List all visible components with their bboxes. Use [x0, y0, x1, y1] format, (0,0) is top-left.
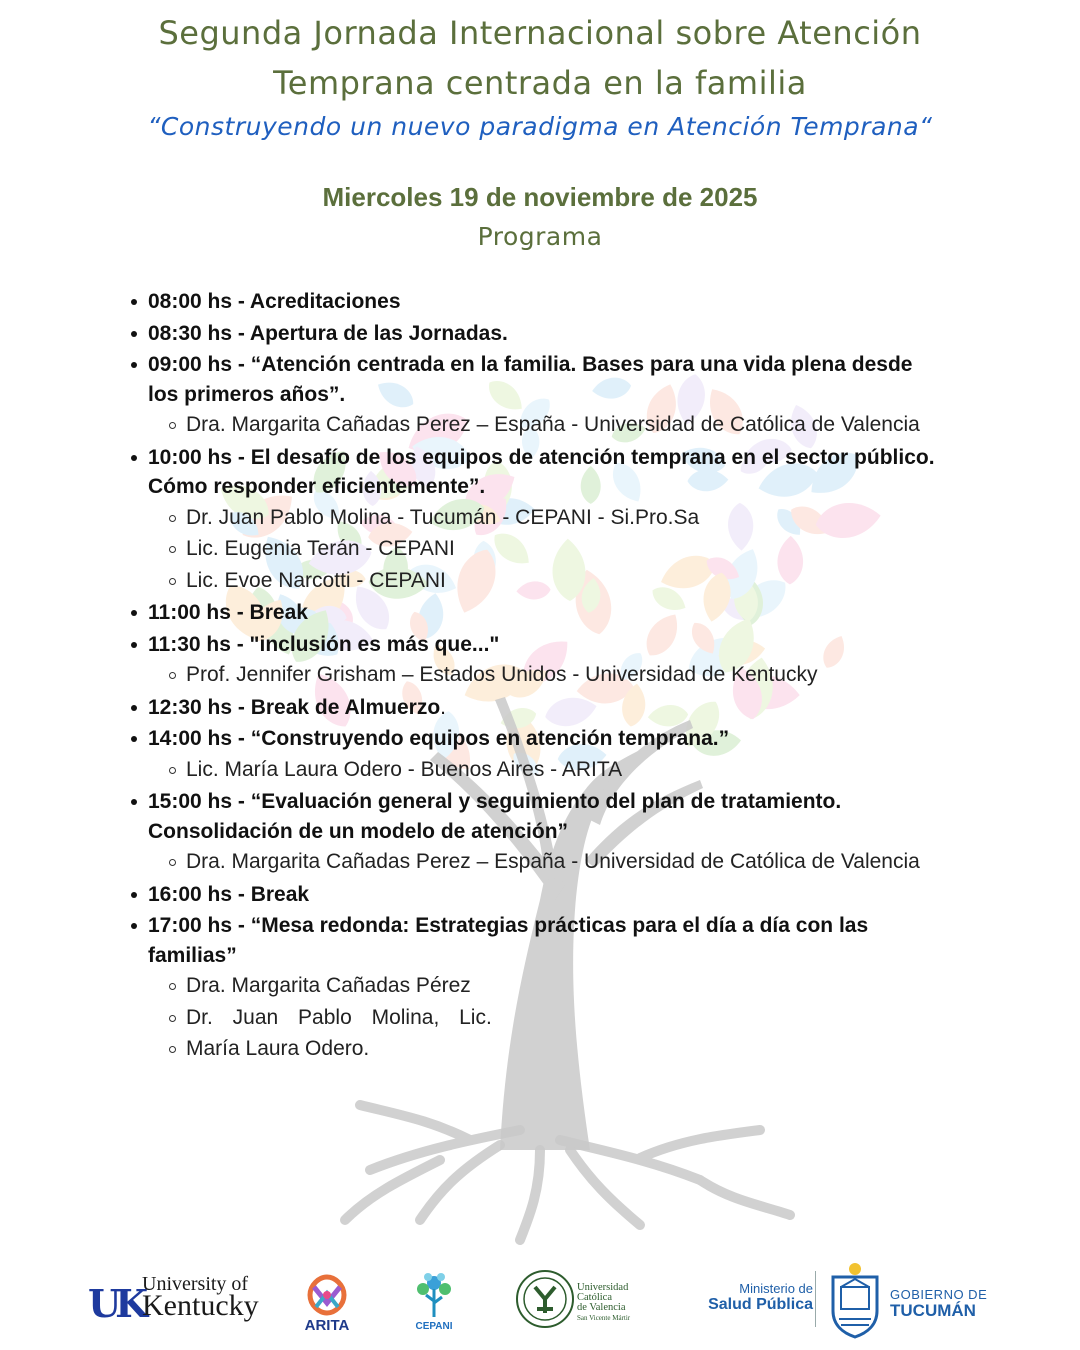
- msp-logo-line-2: Salud Pública: [708, 1296, 813, 1313]
- agenda-item-title: 09:00 hs - “Atención centrada en la familia. Bases para una vida plena desde los primeros años”.: [148, 353, 913, 406]
- agenda-item: [148, 318, 948, 350]
- agenda-item: [148, 786, 948, 879]
- agenda-item-title: 11:00 hs - Break: [148, 601, 308, 624]
- speaker-list: [148, 847, 948, 879]
- speaker-entry: Dra. Margarita Cañadas Perez – España - Universidad de Católica de Valencia: [186, 847, 948, 879]
- gobierno-tucuman-logo: [825, 1261, 995, 1341]
- agenda-item: [148, 286, 948, 318]
- speaker-entry: Lic. Eugenia Terán - CEPANI: [186, 534, 948, 566]
- speaker-entry: Prof. Jennifer Grisham – Estados Unidos - Universidad de Kentucky: [186, 660, 948, 692]
- ucv-logo-line-2: Católica: [577, 1292, 612, 1303]
- event-title-line-1: Segunda Jornada Internacional sobre Atención: [158, 14, 922, 52]
- event-title-line-2: Temprana centrada en la familia: [273, 64, 807, 102]
- agenda-item: [148, 692, 948, 724]
- cepani-logo-text: CEPANI: [415, 1321, 453, 1332]
- agenda-item-title: 16:00 hs - Break: [148, 882, 310, 906]
- speaker-entry: Dra. Margarita Cañadas Pérez: [186, 971, 948, 1003]
- speaker-list: [148, 410, 948, 442]
- agenda-item: [148, 442, 948, 598]
- ministerio-salud-publica-logo: [688, 1281, 813, 1321]
- speaker-entry: Lic. María Laura Odero - Buenos Aires - ARITA: [186, 755, 948, 787]
- agenda-item-title: 11:30 hs - "inclusión es más que...": [148, 632, 500, 656]
- agenda-item-title: 08:30 hs - Apertura de las Jornadas.: [148, 321, 508, 345]
- sponsor-logos-bar: [0, 1255, 1080, 1350]
- uk-monogram-icon: UK: [88, 1281, 143, 1326]
- cepani-tree-icon: [410, 1271, 458, 1321]
- cepani-logo: [410, 1271, 458, 1337]
- agenda-item-title: 10:00 hs - El desafío de los equipos de atención temprana en el sector público. Cómo responder eficientemente”.: [148, 445, 935, 498]
- agenda-item: [148, 879, 948, 911]
- speaker-list: [148, 755, 948, 787]
- event-date: Miercoles 19 de noviembre de 2025: [322, 182, 758, 212]
- arita-logo: [300, 1273, 354, 1337]
- ucv-logo-text: [577, 1283, 630, 1323]
- speaker-entry: Dra. Margarita Cañadas Perez – España - Universidad de Católica de Valencia: [186, 410, 948, 442]
- arita-logo-text: ARITA: [304, 1317, 350, 1334]
- ucv-seal-icon: [515, 1269, 575, 1329]
- event-subtitle: “Construyendo un nuevo paradigma en Atención Temprana“: [147, 112, 933, 141]
- speaker-entry: Lic. Evoe Narcotti - CEPANI: [186, 566, 948, 598]
- logo-divider: [815, 1271, 816, 1327]
- speaker-list: [148, 503, 948, 598]
- program-agenda-list: [148, 286, 948, 1066]
- ucv-logo-line-1: Universidad: [577, 1282, 629, 1293]
- agenda-item-title: 15:00 hs - “Evaluación general y seguimiento del plan de tratamiento. Consolidación de un modelo de atención”: [148, 790, 842, 843]
- program-heading: Programa: [477, 222, 603, 251]
- tucuman-logo-line-1: GOBIERNO DE: [890, 1287, 988, 1302]
- speaker-list: [148, 660, 948, 692]
- agenda-item: [148, 629, 948, 692]
- speaker-entry: Dr. Juan Pablo Molina - Tucumán - CEPANI - Si.Pro.Sa: [186, 503, 948, 535]
- speaker-entry: Dr. Juan Pablo Molina, Lic.: [186, 1003, 948, 1035]
- speaker-entry: María Laura Odero.: [186, 1034, 948, 1066]
- tucuman-logo-line-2: TUCUMÁN: [890, 1301, 976, 1320]
- agenda-item-title: 14:00 hs - “Construyendo equipos en atención temprana.”: [148, 727, 730, 750]
- ucv-logo-line-4: San Vicente Mártir: [577, 1314, 631, 1322]
- agenda-item-title: 12:30 hs - Break de Almuerzo: [148, 695, 441, 719]
- tucuman-shield-icon: [825, 1261, 885, 1341]
- university-of-kentucky-logo: [88, 1273, 278, 1326]
- universidad-catolica-valencia-logo: [515, 1269, 645, 1333]
- ucv-logo-line-3: de Valencia: [577, 1302, 626, 1313]
- agenda-item-title: 08:00 hs - Acreditaciones: [148, 290, 401, 313]
- agenda-item: [148, 597, 948, 629]
- speaker-list: [148, 971, 948, 1066]
- agenda-item-trailing-period: .: [440, 695, 447, 719]
- agenda-item: [148, 723, 948, 786]
- msp-logo-line-1: Ministerio de: [739, 1281, 813, 1296]
- uk-logo-line-1: University of: [142, 1273, 249, 1295]
- arita-emblem-icon: [300, 1273, 354, 1317]
- uk-logo-line-2: Kentucky: [142, 1289, 259, 1322]
- agenda-item: [148, 349, 948, 442]
- agenda-item-title: 17:00 hs - “Mesa redonda: Estrategias prácticas para el día a día con las familias”: [148, 914, 869, 967]
- agenda-item: [148, 910, 948, 1066]
